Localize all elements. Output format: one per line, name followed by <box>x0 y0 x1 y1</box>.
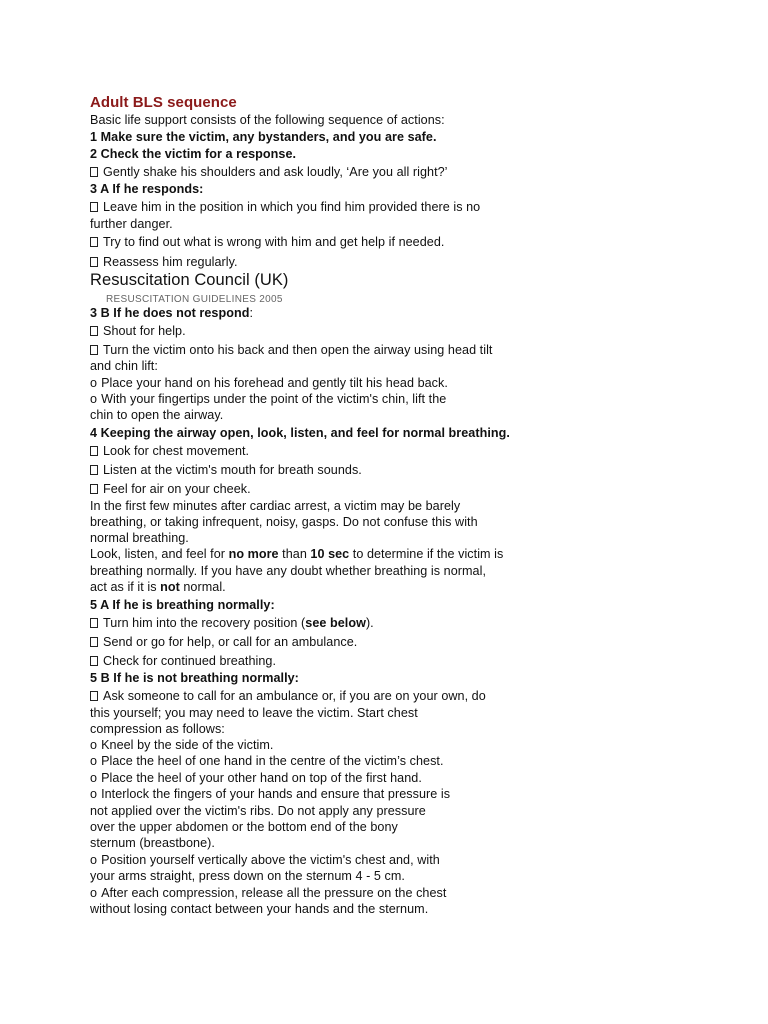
list-item-text: Send or go for help, or call for an ambulance. <box>103 635 358 649</box>
list-item <box>90 462 362 478</box>
sub-list-item-continuation: over the upper abdomen or the bottom end of the bony <box>90 820 398 834</box>
list-item <box>90 254 238 270</box>
checkbox-bullet-icon <box>90 237 98 247</box>
step-4: 4 Keeping the airway open, look, listen, and feel for normal breathing. <box>90 426 510 440</box>
sub-list-item-text: Place the heel of your other hand on top of the first hand. <box>101 771 422 785</box>
text-run: normal. <box>179 580 226 594</box>
intro-text: Basic life support consists of the following sequence of actions: <box>90 113 445 127</box>
step-5a: 5 A If he is breathing normally: <box>90 598 275 612</box>
circle-bullet-icon: o <box>90 738 98 752</box>
bold-run: no more <box>228 547 279 561</box>
checkbox-bullet-icon <box>90 257 98 267</box>
list-item-text: Listen at the victim's mouth for breath sounds. <box>103 463 362 477</box>
list-item-continuation: further danger. <box>90 217 173 231</box>
list-item-continuation: compression as follows: <box>90 722 225 736</box>
step-3a: 3 A If he responds: <box>90 182 204 196</box>
sub-list-item <box>90 852 440 868</box>
circle-bullet-icon: o <box>90 771 98 785</box>
text-run: ). <box>365 616 374 630</box>
council-heading: Resuscitation Council (UK) <box>90 271 289 289</box>
list-item <box>90 323 186 339</box>
sub-list-item <box>90 770 422 786</box>
list-item-continuation: and chin lift: <box>90 359 158 373</box>
sub-list-item <box>90 375 448 391</box>
sub-list-item <box>90 391 446 407</box>
list-item-continuation: this yourself; you may need to leave the victim. Start chest <box>90 706 418 720</box>
guidelines-subheading: RESUSCITATION GUIDELINES 2005 <box>106 294 283 305</box>
list-item <box>90 342 492 358</box>
circle-bullet-icon: o <box>90 754 98 768</box>
checkbox-bullet-icon <box>90 656 98 666</box>
sub-list-item-text: Position yourself vertically above the victim's chest and, with <box>101 853 440 867</box>
text-run: to determine if the victim is <box>349 547 504 561</box>
sub-list-item <box>90 737 273 753</box>
list-item <box>90 688 486 704</box>
checkbox-bullet-icon <box>90 446 98 456</box>
list-item-text: Shout for help. <box>103 324 186 338</box>
list-item <box>90 615 374 631</box>
list-item-text: Ask someone to call for an ambulance or, if you are on your own, do <box>103 689 486 703</box>
sub-list-item-continuation: without losing contact between your hands and the sternum. <box>90 902 429 916</box>
sub-list-item-continuation: sternum (breastbone). <box>90 836 215 850</box>
list-item <box>90 481 251 497</box>
checkbox-bullet-icon <box>90 691 98 701</box>
step-3b-colon: : <box>249 306 253 320</box>
list-item-text: Try to find out what is wrong with him and get help if needed. <box>103 235 445 249</box>
circle-bullet-icon: o <box>90 376 98 390</box>
circle-bullet-icon: o <box>90 886 98 900</box>
sub-list-item <box>90 753 444 769</box>
checkbox-bullet-icon <box>90 202 98 212</box>
sub-list-item-text: After each compression, release all the pressure on the chest <box>101 886 447 900</box>
list-item-text: Gently shake his shoulders and ask loudly, ‘Are you all right?’ <box>103 165 448 179</box>
doc-title: Adult BLS sequence <box>90 94 237 111</box>
list-item-text: Reassess him regularly. <box>103 255 238 269</box>
checkbox-bullet-icon <box>90 167 98 177</box>
step-2: 2 Check the victim for a response. <box>90 147 297 161</box>
circle-bullet-icon: o <box>90 787 98 801</box>
text-run: Look, listen, and feel for <box>90 547 229 561</box>
paragraph-line: In the first few minutes after cardiac arrest, a victim may be barely <box>90 499 461 513</box>
checkbox-bullet-icon <box>90 465 98 475</box>
list-item-text: Leave him in the position in which you find him provided there is no <box>103 200 481 214</box>
paragraph-line: breathing normally. If you have any doubt whether breathing is normal, <box>90 564 486 578</box>
list-item-text: Feel for air on your cheek. <box>103 482 251 496</box>
text-run: than <box>278 547 311 561</box>
list-item <box>90 199 480 215</box>
sub-list-item-text: Kneel by the side of the victim. <box>101 738 274 752</box>
step-5b: 5 B If he is not breathing normally: <box>90 671 299 685</box>
list-item <box>90 164 448 180</box>
bold-run: see below <box>305 616 366 630</box>
paragraph-line <box>90 546 503 562</box>
sub-list-item <box>90 786 450 802</box>
list-item <box>90 653 276 669</box>
list-item <box>90 443 249 459</box>
circle-bullet-icon: o <box>90 853 98 867</box>
sub-list-item-text: Interlock the fingers of your hands and ensure that pressure is <box>101 787 451 801</box>
checkbox-bullet-icon <box>90 618 98 628</box>
sub-list-item-continuation: not applied over the victim's ribs. Do not apply any pressure <box>90 804 426 818</box>
paragraph-line: breathing, or taking infrequent, noisy, gasps. Do not confuse this with <box>90 515 478 529</box>
bold-run: 10 sec <box>310 547 350 561</box>
checkbox-bullet-icon <box>90 484 98 494</box>
list-item <box>90 634 357 650</box>
paragraph-line <box>90 579 226 595</box>
list-item-text: Look for chest movement. <box>103 444 250 458</box>
text-run: act as if it is <box>90 580 161 594</box>
paragraph-line: normal breathing. <box>90 531 189 545</box>
sub-list-item-continuation: your arms straight, press down on the sternum 4 - 5 cm. <box>90 869 405 883</box>
bold-run: not <box>160 580 180 594</box>
step-1: 1 Make sure the victim, any bystanders, and you are safe. <box>90 130 437 144</box>
sub-list-item-text: Place the heel of one hand in the centre of the victim’s chest. <box>101 754 444 768</box>
list-item-text: Check for continued breathing. <box>103 654 277 668</box>
sub-list-item-text: Place your hand on his forehead and gently tilt his head back. <box>101 376 448 390</box>
checkbox-bullet-icon <box>90 637 98 647</box>
checkbox-bullet-icon <box>90 326 98 336</box>
circle-bullet-icon: o <box>90 392 98 406</box>
sub-list-item-text: With your fingertips under the point of the victim's chin, lift the <box>101 392 447 406</box>
step-3b-label: 3 B If he does not respond <box>90 306 250 320</box>
text-run: Turn him into the recovery position ( <box>103 616 306 630</box>
step-3b <box>90 305 253 321</box>
list-item <box>90 234 444 250</box>
checkbox-bullet-icon <box>90 345 98 355</box>
sub-list-item-continuation: chin to open the airway. <box>90 408 224 422</box>
list-item-text: Turn the victim onto his back and then open the airway using head tilt <box>103 343 493 357</box>
sub-list-item <box>90 885 446 901</box>
